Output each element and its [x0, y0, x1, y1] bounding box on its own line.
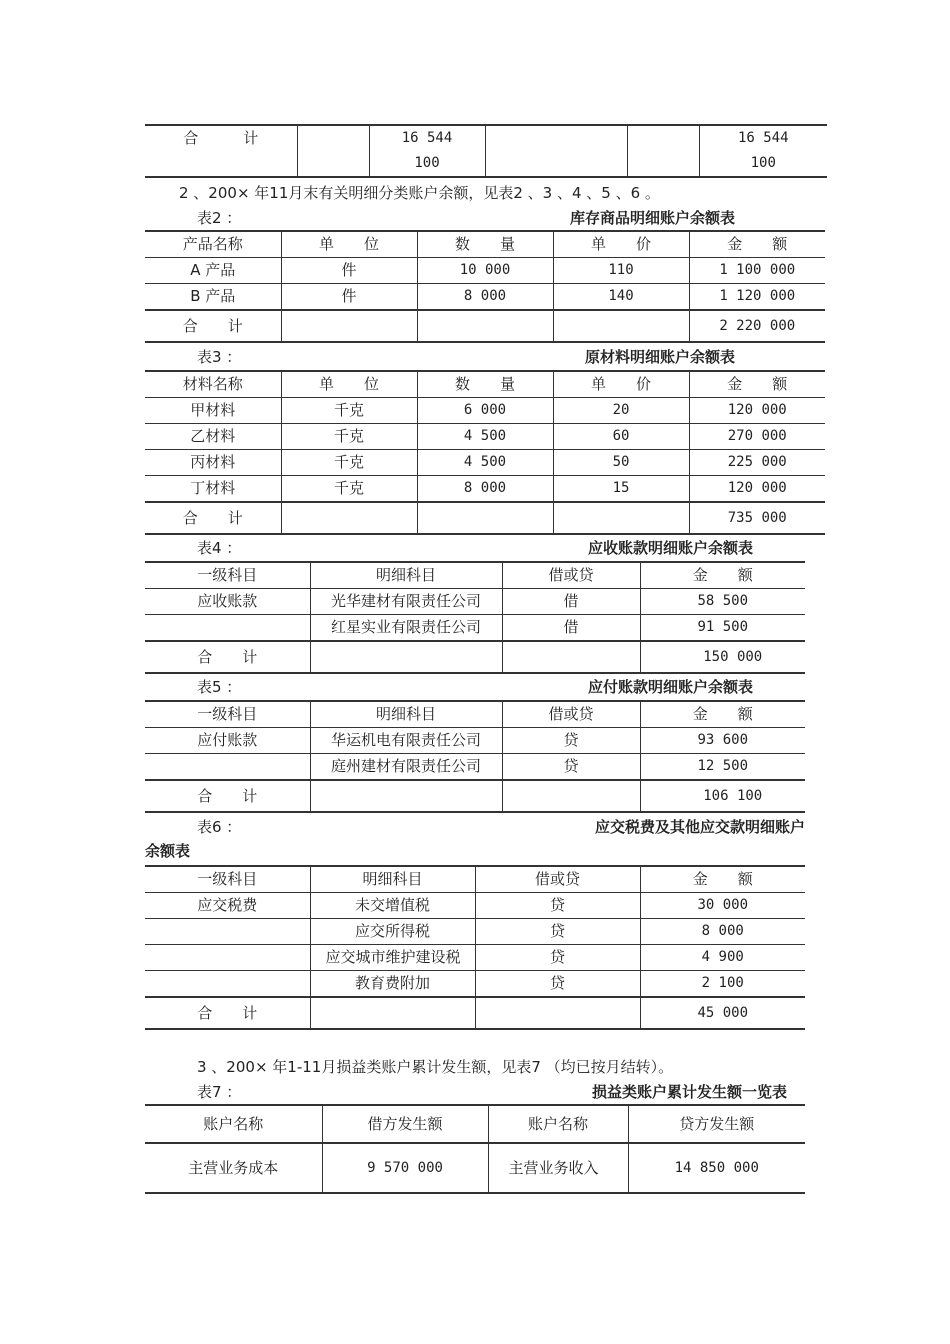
table5-header: 借或贷 — [502, 701, 640, 728]
paragraph-2: 2 、200× 年11月末有关明细分类账户余额，见表2 、3 、4 、5 、6 。 — [179, 184, 660, 202]
cell: 应交税费 — [145, 893, 310, 919]
cell: 9 570 000 — [322, 1143, 488, 1193]
paragraph-3: 3 、200× 年1-11月损益类账户累计发生额，见表7 （均已按月结转）。 — [197, 1058, 674, 1076]
cell — [145, 945, 310, 971]
table4-header: 明细科目 — [310, 562, 502, 589]
table-row — [145, 893, 805, 919]
cell: 千克 — [281, 424, 417, 450]
cell: 甲材料 — [145, 398, 281, 424]
cell: 8 000 — [417, 476, 553, 503]
total-label: 合 计 — [145, 310, 281, 342]
table-row — [145, 919, 805, 945]
table6-label: 表6 ： — [197, 818, 242, 836]
table-row — [145, 754, 805, 781]
empty-cell — [281, 502, 417, 534]
table7-header: 账户名称 — [145, 1105, 322, 1143]
total-label: 合 计 — [145, 502, 281, 534]
cell: 140 — [553, 284, 689, 311]
cell: 贷 — [475, 919, 640, 945]
cell: 270 000 — [689, 424, 825, 450]
cell: 贷 — [502, 754, 640, 781]
table3-label: 表3 ： — [197, 348, 242, 366]
table2-header: 数 量 — [417, 231, 553, 258]
cell: 丙材料 — [145, 450, 281, 476]
cell: 58 500 — [640, 589, 805, 615]
table6-title-line2: 余额表 — [145, 842, 191, 860]
table2-header: 产品名称 — [145, 231, 281, 258]
cell: 贷 — [475, 971, 640, 998]
total-label: 合 计 — [145, 641, 310, 673]
cell — [145, 754, 310, 781]
empty-cell — [502, 641, 640, 673]
cell: 91 500 — [640, 615, 805, 642]
cell: 14 850 000 — [628, 1143, 805, 1193]
total-row — [145, 502, 825, 534]
cell: 12 500 — [640, 754, 805, 781]
cell: 主营业务收入 — [488, 1143, 628, 1193]
empty-cell — [310, 641, 502, 673]
cell: 丁材料 — [145, 476, 281, 503]
cell: 千克 — [281, 398, 417, 424]
table4 — [145, 561, 805, 674]
table-row — [145, 284, 825, 311]
table-row — [145, 945, 805, 971]
table6-header: 金 额 — [640, 866, 805, 893]
cell — [145, 615, 310, 642]
table5-header: 一级科目 — [145, 701, 310, 728]
total-value: 106 100 — [640, 780, 805, 812]
table-row — [145, 476, 825, 503]
table6-title-line1: 应交税费及其他应交款明细账户 — [594, 818, 805, 836]
total-value: 2 220 000 — [689, 310, 825, 342]
cell: 教育费附加 — [310, 971, 475, 998]
cell: 件 — [281, 284, 417, 311]
table3 — [145, 370, 825, 535]
table2-title: 库存商品明细账户余额表 — [569, 209, 735, 227]
cell: 应付账款 — [145, 728, 310, 754]
empty-cell — [310, 780, 502, 812]
cell: 应交所得税 — [310, 919, 475, 945]
table5-label: 表5 ： — [197, 678, 242, 696]
table4-header: 金 额 — [640, 562, 805, 589]
cell: 乙材料 — [145, 424, 281, 450]
table3-header: 单 价 — [553, 371, 689, 398]
table6-header: 借或贷 — [475, 866, 640, 893]
table7-header: 账户名称 — [488, 1105, 628, 1143]
cell — [145, 971, 310, 998]
table-row — [145, 728, 805, 754]
total-row — [145, 997, 805, 1029]
empty-cell — [627, 125, 699, 177]
table4-label: 表4 ： — [197, 539, 242, 557]
table6-caption — [145, 816, 805, 862]
empty-cell — [553, 502, 689, 534]
table6 — [145, 865, 805, 1030]
cell: 1 100 000 — [689, 258, 825, 284]
table6-header: 明细科目 — [310, 866, 475, 893]
cell: 贷 — [475, 893, 640, 919]
empty-cell — [417, 502, 553, 534]
cell: 225 000 — [689, 450, 825, 476]
table3-title: 原材料明细账户余额表 — [584, 348, 735, 366]
total-value: 45 000 — [640, 997, 805, 1029]
cell: 件 — [281, 258, 417, 284]
cell: 20 — [553, 398, 689, 424]
empty-cell — [297, 125, 369, 177]
cell: 120 000 — [689, 476, 825, 503]
total-value: 150 000 — [640, 641, 805, 673]
top-total-table — [145, 124, 827, 178]
cell: 千克 — [281, 476, 417, 503]
cell: 4 500 — [417, 450, 553, 476]
empty-cell — [502, 780, 640, 812]
empty-cell — [281, 310, 417, 342]
table-row — [145, 424, 825, 450]
empty-cell — [475, 997, 640, 1029]
total-label: 合 计 — [145, 125, 297, 177]
cell: 50 — [553, 450, 689, 476]
table-row — [145, 971, 805, 998]
cell: 60 — [553, 424, 689, 450]
table5-title: 应付账款明细账户余额表 — [587, 678, 753, 696]
cell: 未交增值税 — [310, 893, 475, 919]
table7-header: 贷方发生额 — [628, 1105, 805, 1143]
total-row — [145, 780, 805, 812]
cell: 6 000 — [417, 398, 553, 424]
cell: B 产品 — [145, 284, 281, 311]
cell: 华运机电有限责任公司 — [310, 728, 502, 754]
total-value: 735 000 — [689, 502, 825, 534]
cell: 4 500 — [417, 424, 553, 450]
cell: 红星实业有限责任公司 — [310, 615, 502, 642]
total-debit: 16 544 100 — [369, 125, 485, 177]
table2-label: 表2 ： — [197, 209, 242, 227]
table-row — [145, 450, 825, 476]
cell: 应收账款 — [145, 589, 310, 615]
table7 — [145, 1104, 805, 1194]
cell: 120 000 — [689, 398, 825, 424]
cell: 应交城市维护建设税 — [310, 945, 475, 971]
table-row — [145, 398, 825, 424]
table4-header: 一级科目 — [145, 562, 310, 589]
total-label: 合 计 — [145, 780, 310, 812]
cell: 庭州建材有限责任公司 — [310, 754, 502, 781]
table-row — [145, 615, 805, 642]
cell: 借 — [502, 589, 640, 615]
table5-header: 金 额 — [640, 701, 805, 728]
table3-header: 数 量 — [417, 371, 553, 398]
table7-title: 损益类账户累计发生额一览表 — [591, 1083, 787, 1101]
table4-header: 借或贷 — [502, 562, 640, 589]
total-row — [145, 310, 825, 342]
cell: 主营业务成本 — [145, 1143, 322, 1193]
table5-header: 明细科目 — [310, 701, 502, 728]
empty-cell — [485, 125, 627, 177]
table2-header: 金 额 — [689, 231, 825, 258]
table3-header: 材料名称 — [145, 371, 281, 398]
cell: 8 000 — [640, 919, 805, 945]
table4-title: 应收账款明细账户余额表 — [587, 539, 753, 557]
cell: 2 100 — [640, 971, 805, 998]
cell: 93 600 — [640, 728, 805, 754]
cell: 4 900 — [640, 945, 805, 971]
table3-header: 单 位 — [281, 371, 417, 398]
table-row — [145, 258, 825, 284]
cell: 30 000 — [640, 893, 805, 919]
cell: 15 — [553, 476, 689, 503]
table-row — [145, 1143, 805, 1193]
cell — [145, 919, 310, 945]
empty-cell — [553, 310, 689, 342]
total-row — [145, 641, 805, 673]
table5 — [145, 700, 805, 813]
table2 — [145, 230, 825, 343]
table7-header: 借方发生额 — [322, 1105, 488, 1143]
cell: 借 — [502, 615, 640, 642]
total-credit: 16 544 100 — [699, 125, 827, 177]
table-row — [145, 589, 805, 615]
cell: 贷 — [502, 728, 640, 754]
cell: 10 000 — [417, 258, 553, 284]
cell: 8 000 — [417, 284, 553, 311]
empty-cell — [310, 997, 475, 1029]
cell: A 产品 — [145, 258, 281, 284]
cell: 光华建材有限责任公司 — [310, 589, 502, 615]
table2-header: 单 位 — [281, 231, 417, 258]
cell: 贷 — [475, 945, 640, 971]
table2-header: 单 价 — [553, 231, 689, 258]
cell: 1 120 000 — [689, 284, 825, 311]
cell: 110 — [553, 258, 689, 284]
table3-header: 金 额 — [689, 371, 825, 398]
table6-header: 一级科目 — [145, 866, 310, 893]
empty-cell — [417, 310, 553, 342]
total-label: 合 计 — [145, 997, 310, 1029]
cell: 千克 — [281, 450, 417, 476]
table7-label: 表7 ： — [197, 1083, 242, 1101]
